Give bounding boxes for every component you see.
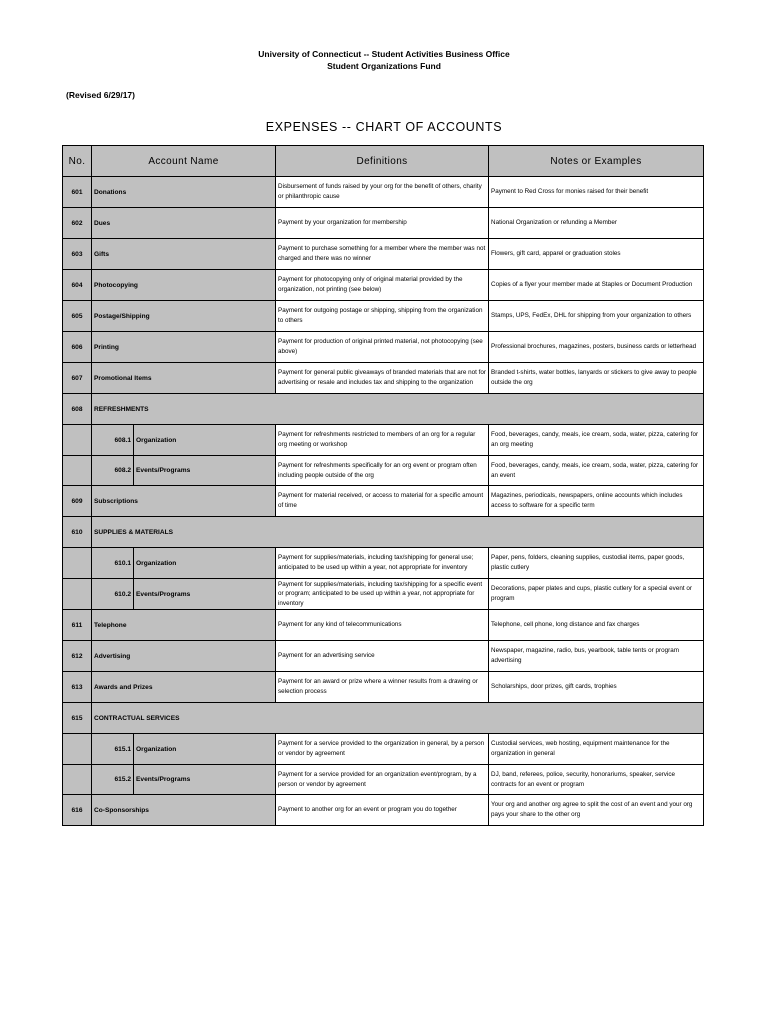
account-number: 605 xyxy=(63,301,92,332)
table-row xyxy=(63,486,704,517)
sub-account-blank xyxy=(63,456,92,486)
table-body xyxy=(63,177,704,826)
chart-of-accounts-table xyxy=(62,145,704,826)
account-notes: Your org and another org agree to split the cost of an event and your org pays your share to the other org xyxy=(489,795,704,826)
sub-account-number: 608.2 xyxy=(92,456,134,486)
account-number: 611 xyxy=(63,610,92,641)
sub-account-name: Organization xyxy=(134,425,276,456)
account-definition: Payment to purchase something for a member where the member was not charged and there was no winner xyxy=(276,239,489,270)
account-name: Co-Sponsorships xyxy=(92,795,276,826)
fund-name: Student Organizations Fund xyxy=(327,61,441,71)
sub-account-blank xyxy=(63,765,92,795)
sub-account-number: 608.1 xyxy=(92,425,134,456)
account-number: 604 xyxy=(63,270,92,301)
column-header-notes: Notes or Examples xyxy=(489,146,704,177)
account-notes: Flowers, gift card, apparel or graduation stoles xyxy=(489,239,704,270)
table-row xyxy=(63,765,704,795)
table-row xyxy=(63,363,704,394)
section-row xyxy=(63,517,704,548)
sub-account-notes: DJ, band, referees, police, security, honorariums, speaker, service contracts for an event or program xyxy=(489,765,704,795)
table-row xyxy=(63,456,704,486)
table-row xyxy=(63,795,704,826)
section-name: SUPPLIES & MATERIALS xyxy=(92,517,704,548)
section-row xyxy=(63,394,704,425)
account-notes: Branded t-shirts, water bottles, lanyards or stickers to give away to people outside the org xyxy=(489,363,704,394)
account-number: 602 xyxy=(63,208,92,239)
account-name: Printing xyxy=(92,332,276,363)
sub-account-name: Organization xyxy=(134,734,276,765)
table-row xyxy=(63,548,704,579)
section-row xyxy=(63,703,704,734)
account-name: Telephone xyxy=(92,610,276,641)
account-definition: Payment to another org for an event or program you do together xyxy=(276,795,489,826)
account-definition: Disbursement of funds raised by your org for the benefit of others, charity or philanthropic cause xyxy=(276,177,489,208)
account-number: 601 xyxy=(63,177,92,208)
section-name: REFRESHMENTS xyxy=(92,394,704,425)
account-name: Dues xyxy=(92,208,276,239)
account-number: 612 xyxy=(63,641,92,672)
account-notes: Stamps, UPS, FedEx, DHL for shipping from your organization to others xyxy=(489,301,704,332)
account-notes: Newspaper, magazine, radio, bus, yearbook, table tents or program advertising xyxy=(489,641,704,672)
table-header-row xyxy=(63,146,704,177)
account-name: Awards and Prizes xyxy=(92,672,276,703)
account-notes: Magazines, periodicals, newspapers, online accounts which includes access to software for a specific term xyxy=(489,486,704,517)
sub-account-definition: Payment for supplies/materials, including tax/shipping for a specific event or program; anticipated to be used up within a year, not appropriate for inventory xyxy=(276,579,489,610)
sub-account-notes: Custodial services, web hosting, equipment maintenance for the organization in general xyxy=(489,734,704,765)
table-row xyxy=(63,672,704,703)
account-definition: Payment for an award or prize where a winner results from a drawing or selection process xyxy=(276,672,489,703)
table-row xyxy=(63,734,704,765)
sub-account-blank xyxy=(63,425,92,456)
section-number: 608 xyxy=(63,394,92,425)
sub-account-name: Organization xyxy=(134,548,276,579)
section-name: CONTRACTUAL SERVICES xyxy=(92,703,704,734)
table-row xyxy=(63,239,704,270)
sub-account-definition: Payment for refreshments specifically for an org event or program often including people outside of the org xyxy=(276,456,489,486)
section-number: 610 xyxy=(63,517,92,548)
account-name: Postage/Shipping xyxy=(92,301,276,332)
sub-account-name: Events/Programs xyxy=(134,579,276,610)
sub-account-number: 610.2 xyxy=(92,579,134,610)
account-notes: Scholarships, door prizes, gift cards, trophies xyxy=(489,672,704,703)
sub-account-definition: Payment for a service provided to the organization in general, by a person or vendor by agreement xyxy=(276,734,489,765)
sub-account-blank xyxy=(63,548,92,579)
account-definition: Payment for outgoing postage or shipping, shipping from the organization to others xyxy=(276,301,489,332)
sub-account-definition: Payment for a service provided for an organization event/program, by a person or vendor by agreement xyxy=(276,765,489,795)
account-number: 607 xyxy=(63,363,92,394)
sub-account-number: 615.1 xyxy=(92,734,134,765)
sub-account-blank xyxy=(63,734,92,765)
sub-account-number: 610.1 xyxy=(92,548,134,579)
sub-account-blank xyxy=(63,579,92,610)
account-name: Subscriptions xyxy=(92,486,276,517)
account-name: Photocopying xyxy=(92,270,276,301)
sub-account-notes: Paper, pens, folders, cleaning supplies, custodial items, paper goods, plastic cutlery xyxy=(489,548,704,579)
account-definition: Payment for general public giveaways of branded materials that are not for advertising or resale and includes tax and shipping to the organization xyxy=(276,363,489,394)
organization-name: University of Connecticut -- Student Activities Business Office xyxy=(258,49,510,59)
table-row xyxy=(63,208,704,239)
table-row xyxy=(63,610,704,641)
table-row xyxy=(63,270,704,301)
account-number: 606 xyxy=(63,332,92,363)
sub-account-notes: Food, beverages, candy, meals, ice cream, soda, water, pizza, catering for an org meeting xyxy=(489,425,704,456)
sub-account-number: 615.2 xyxy=(92,765,134,795)
column-header-definitions: Definitions xyxy=(276,146,489,177)
sub-account-definition: Payment for supplies/materials, including tax/shipping for general use; anticipated to be used up within a year, not appropriate for inventory xyxy=(276,548,489,579)
column-header-number: No. xyxy=(63,146,92,177)
account-definition: Payment for an advertising service xyxy=(276,641,489,672)
table-row xyxy=(63,641,704,672)
table-row xyxy=(63,332,704,363)
account-notes: Telephone, cell phone, long distance and fax charges xyxy=(489,610,704,641)
table-row xyxy=(63,301,704,332)
account-notes: National Organization or refunding a Member xyxy=(489,208,704,239)
account-number: 603 xyxy=(63,239,92,270)
sub-account-notes: Decorations, paper plates and cups, plastic cutlery for a special event or program xyxy=(489,579,704,610)
account-name: Advertising xyxy=(92,641,276,672)
account-number: 609 xyxy=(63,486,92,517)
account-notes: Copies of a flyer your member made at Staples or Document Production xyxy=(489,270,704,301)
account-definition: Payment for photocopying only of original material provided by the organization, not printing (see below) xyxy=(276,270,489,301)
account-definition: Payment for any kind of telecommunications xyxy=(276,610,489,641)
account-notes: Payment to Red Cross for monies raised for their benefit xyxy=(489,177,704,208)
section-number: 615 xyxy=(63,703,92,734)
sub-account-notes: Food, beverages, candy, meals, ice cream, soda, water, pizza, catering for an event xyxy=(489,456,704,486)
revision-date: (Revised 6/29/17) xyxy=(66,90,135,100)
column-header-account-name: Account Name xyxy=(92,146,276,177)
account-notes: Professional brochures, magazines, posters, business cards or letterhead xyxy=(489,332,704,363)
document-title: EXPENSES -- CHART OF ACCOUNTS xyxy=(265,120,503,134)
sub-account-name: Events/Programs xyxy=(134,765,276,795)
account-definition: Payment for material received, or access to material for a specific amount of time xyxy=(276,486,489,517)
sub-account-name: Events/Programs xyxy=(134,456,276,486)
sub-account-definition: Payment for refreshments restricted to members of an org for a regular org meeting or workshop xyxy=(276,425,489,456)
table-row xyxy=(63,425,704,456)
table-row xyxy=(63,177,704,208)
account-definition: Payment for production of original printed material, not photocopying (see above) xyxy=(276,332,489,363)
account-definition: Payment by your organization for membership xyxy=(276,208,489,239)
account-name: Promotional Items xyxy=(92,363,276,394)
account-name: Donations xyxy=(92,177,276,208)
table-row xyxy=(63,579,704,610)
account-number: 613 xyxy=(63,672,92,703)
account-number: 616 xyxy=(63,795,92,826)
account-name: Gifts xyxy=(92,239,276,270)
